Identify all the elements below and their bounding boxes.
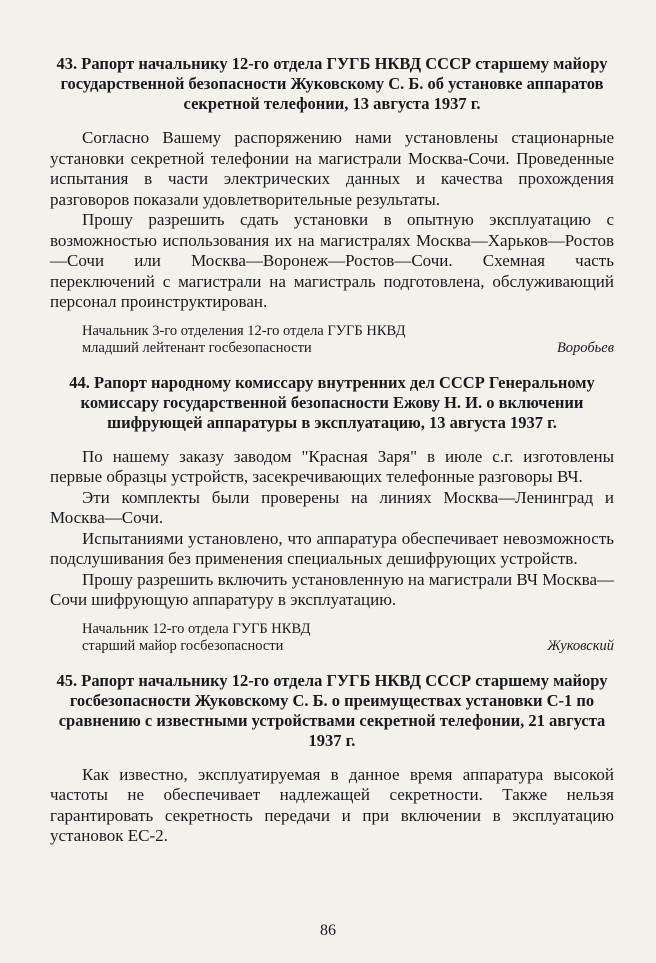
document-heading: 45. Рапорт начальнику 12-го отдела ГУГБ НКВД СССР старшему майору госбезопасности Жуковскому С. Б. о преимуществах установки С-1 по сравнению с известными устройствами секретной телефонии, 21 августа 1937 г.: [56, 670, 608, 750]
document-45: [50, 671, 614, 847]
signature-name: Воробьев: [556, 339, 614, 356]
signature-position-line: Начальник 3-го отделения 12-го отдела ГУГБ НКВД: [82, 322, 406, 339]
document-43: [50, 54, 614, 357]
page-number: 86: [320, 922, 336, 939]
signature-position-line: старший майор госбезопасности: [82, 637, 284, 654]
signature-position-line: младший лейтенант госбезопасности: [82, 339, 312, 356]
signature-position-line: Начальник 12-го отдела ГУГБ НКВД: [82, 620, 311, 637]
document-heading: 44. Рапорт народному комиссару внутренних дел СССР Генеральному комиссару государственной безопасности Ежову Н. И. о включении шифрующей аппаратуры в эксплуатацию, 13 августа 1937 г.: [69, 372, 595, 432]
signature-block: [50, 323, 614, 357]
paragraph: По нашему заказу заводом "Красная Заря" в июле с.г. изготовлены первые образцы устройств, засекречивающих телефонные разговоры ВЧ.: [50, 446, 614, 486]
document-heading: 43. Рапорт начальнику 12-го отдела ГУГБ НКВД СССР старшему майору государственной безопасности Жуковскому С. Б. об установке аппаратов секретной телефонии, 13 августа 1937 г.: [56, 54, 608, 113]
document-44: [50, 373, 614, 655]
paragraph: Как известно, эксплуатируемая в данное время аппаратура высокой частоты не обеспечивает надлежащей секретности. Также нельзя гарантировать секретность передачи и при включении в эксплуатацию установок ЕС-2.: [50, 764, 614, 845]
signature-position: [50, 323, 406, 357]
signature-name: Жуковский: [547, 637, 614, 654]
paragraph: Согласно Вашему распоряжению нами установлены стационарные установки секретной телефонии на магистрали Москва-Сочи. Проведенные испытания в части электрических данных и качества прохождения разговоров показали удовлетворительные результаты.: [50, 128, 614, 209]
paragraph: Эти комплекты были проверены на линиях Москва—Ленинград и Москва—Сочи.: [50, 487, 614, 527]
paragraph: Прошу разрешить включить установленную на магистрали ВЧ Москва—Сочи шифрующую аппаратуру в эксплуатацию.: [50, 569, 614, 609]
paragraph: Прошу разрешить сдать установки в опытную эксплуатацию с возможностью использования их на магистралях Москва—Харьков—Ростов—Сочи или Москва—Воронеж—Ростов—Сочи. Схемная часть переключений с магистрали на магистраль подготовлена, обслуживающий персонал проинструктирован.: [50, 210, 614, 311]
signature-position: [50, 621, 310, 655]
signature-block: [50, 621, 614, 655]
paragraph: Испытаниями установлено, что аппаратура обеспечивает невозможность подслушивания без применения специальных дешифрующих устройств.: [50, 528, 614, 568]
